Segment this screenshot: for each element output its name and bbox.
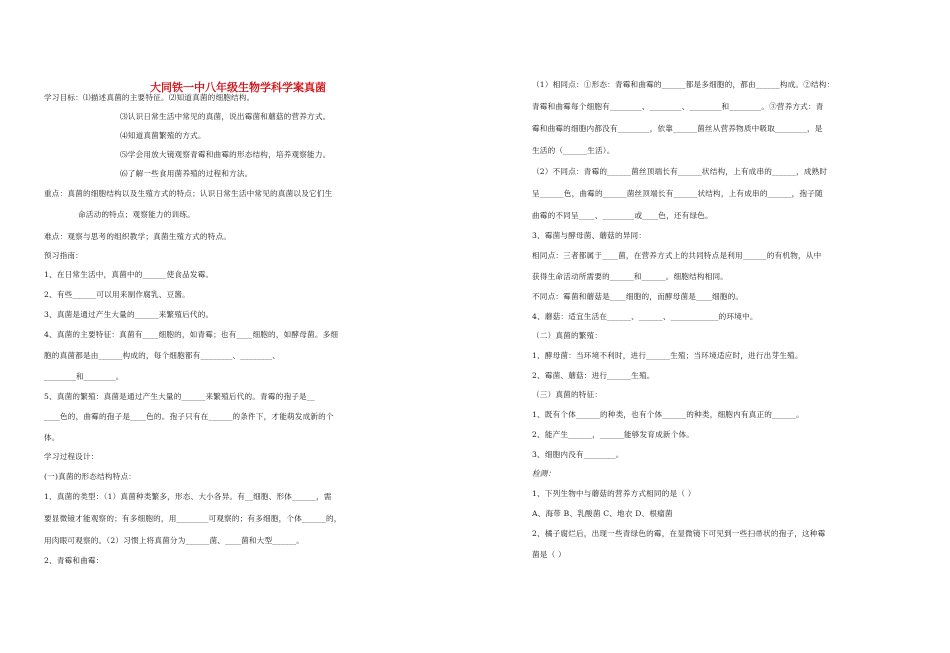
text-line: ⑹了解一些食用菌养殖的过程和方法。 bbox=[120, 169, 253, 178]
text-line: 曲霉的不同呈____、________或____色，还有绿色。 bbox=[532, 211, 713, 220]
answer-options: A、海带 B、乳酸菌 C、地衣 D、根瘤菌 bbox=[532, 509, 673, 518]
text-line: 命活动的特点；观察能力的训练。 bbox=[78, 210, 195, 219]
text-line: ⑶认识日常生活中常见的真菌，说出霉菌和蘑菇的营养方式。 bbox=[120, 112, 331, 121]
text-line: 5、真菌的繁殖：真菌是通过产生大量的______来繁殖后代的。青霉的孢子是__ bbox=[44, 392, 315, 401]
text-line: 1、真菌的类型：（1）真菌种类繁多，形态、大小各异。有__细胞、形体______，需 bbox=[44, 492, 332, 501]
text-line: 难点：观察与思考的组织教学；真菌生殖方式的特点。 bbox=[44, 232, 232, 241]
text-line: 体。 bbox=[44, 433, 60, 442]
text-line: 学习过程设计： bbox=[44, 452, 99, 461]
text-line: ____色的，曲霉的孢子是____色的。孢子只有在______的条件下，才能萌发成新的个 bbox=[44, 412, 334, 421]
text-line: 重点：真菌的细胞结构以及生殖方式的特点；认识日常生活中常见的真菌以及它们生 bbox=[44, 189, 333, 198]
text-line: 霉和曲霉的细胞内都没有________，依靠______菌丝从营养物质中吸取________，是 bbox=[532, 124, 823, 133]
text-line: 预习指南： bbox=[44, 251, 83, 260]
text-line: 3、细胞内没有________。 bbox=[532, 450, 624, 459]
text-line: 呈______色，曲霉的______菌丝顶端长有______状结构，上有成串的______，孢子随 bbox=[532, 189, 823, 198]
question-line: 1、下列生物中与蘑菇的营养方式相同的是（ ） bbox=[532, 489, 696, 498]
text-line: 胞的真菌都是由______构成的，每个细胞都有________、________、 bbox=[44, 351, 281, 360]
question-line: 2、橘子腐烂后，出现一些青绿色的霉，在显微镜下可见到一些扫帚状的孢子，这种霉 bbox=[532, 529, 826, 538]
text-line: 1、既有个体______的种类，也有个体______的种类，细胞内有真正的______。 bbox=[532, 410, 804, 419]
text-line: (一)真菌的形态结构特点： bbox=[44, 472, 137, 481]
text-line: 2、能产生______，______能够发育成新个体。 bbox=[532, 430, 695, 439]
text-line: 3、真菌是通过产生大量的______来繁殖后代的。 bbox=[44, 310, 214, 319]
text-line: （三）真菌的特征： bbox=[532, 390, 603, 399]
text-line: （2）不同点：青霉的______菌丝顶端长有______状结构，上有成串的______，成熟时 bbox=[532, 167, 828, 176]
text-line: ⑷知道真菌繁殖的方式。 bbox=[120, 131, 206, 140]
section-heading: 检测： bbox=[532, 469, 556, 478]
text-line: 不同点：霉菌和蘑菇是____细胞的，而酵母菌是____细胞的。 bbox=[532, 292, 744, 301]
text-line: 2、有些______可以用来制作腐乳、豆酱。 bbox=[44, 290, 190, 299]
text-line: 要显微镜才能观察的；有多细胞的，用________可观察的；有多细胞，个体______的， bbox=[44, 514, 342, 523]
text-line: 2、霉菌、蘑菇：进行______生殖。 bbox=[532, 371, 655, 380]
text-line: 4、真菌的主要特征：真菌有____细胞的，如青霉；也有____细胞的，如酵母菌。多细 bbox=[44, 330, 339, 339]
text-line: 相同点：三者都属于____菌，在营养方式上的共同特点是利用______的有机物，从中 bbox=[532, 251, 822, 260]
question-line: 菌是（ ） bbox=[532, 550, 566, 559]
text-line: 学习目标：⑴描述真菌的主要特征。⑵知道真菌的细胞结构。 bbox=[44, 93, 255, 102]
text-line: 青霉和曲霉每个细胞有________、________、________和________。③营养方式：青 bbox=[532, 102, 824, 111]
text-line: 2、青霉和曲霉： bbox=[44, 556, 104, 565]
document-title: 大同铁一中八年级生物学科学案真菌 bbox=[150, 81, 326, 94]
text-line: 生活的（______生活）。 bbox=[532, 146, 615, 155]
text-line: 1、酵母菌：当环境不利时，进行______生殖；当环境适应时，进行出芽生殖。 bbox=[532, 351, 803, 360]
text-line: 1、在日常生活中，真菌中的______使食品发霉。 bbox=[44, 270, 214, 279]
text-line: 4、蘑菇：适宜生活在______、______、____________的环境中。 bbox=[532, 312, 758, 321]
text-line: （二）真菌的繁殖： bbox=[532, 331, 603, 340]
text-line: （1）相同点：①形态：青霉和曲霉的______都是多细胞的，都由______构成。②结构： bbox=[532, 80, 835, 89]
text-line: 用肉眼可观察的。（2）习惯上将真菌分为______菌、____菌和大型______。 bbox=[44, 536, 305, 545]
text-line: ________和________。 bbox=[44, 372, 124, 381]
text-line: 3、霉菌与酵母菌、蘑菇的异同： bbox=[532, 231, 647, 240]
text-line: ⑸学会用放大镜观察青霉和曲霉的形态结构，培养观察能力。 bbox=[120, 150, 331, 159]
text-line: 获得生命活动所需要的______和______。细胞结构相同。 bbox=[532, 272, 729, 281]
